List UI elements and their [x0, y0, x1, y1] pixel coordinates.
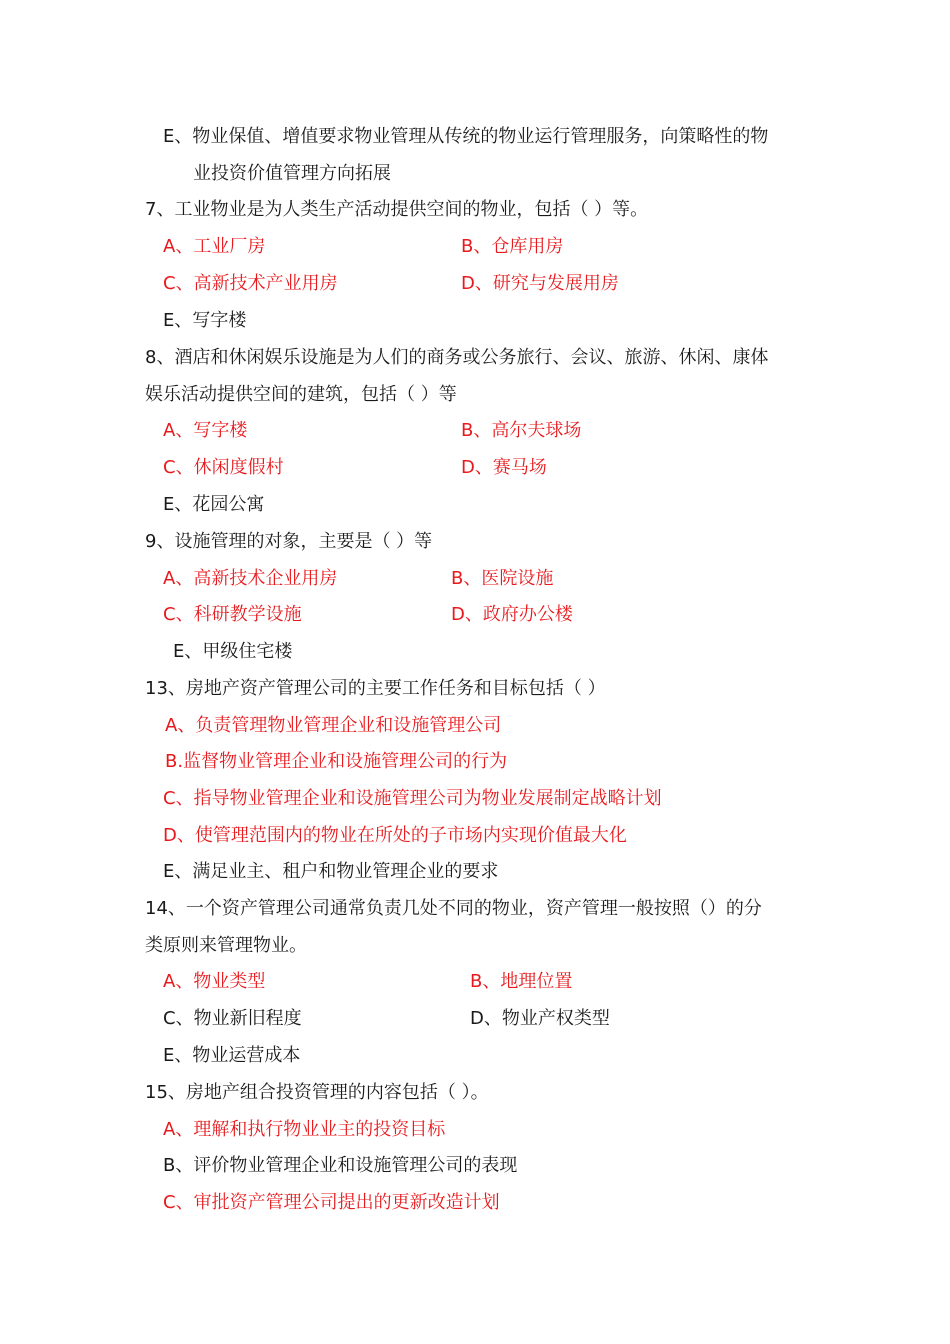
q7-option-e: E、写字楼 — [163, 310, 247, 331]
question-14-line1: 14、一个资产管理公司通常负责几处不同的物业，资产管理一般按照（）的分 — [145, 898, 762, 919]
q8-option-d: D、赛马场 — [461, 457, 547, 478]
q7-option-a: A、工业厂房 — [163, 236, 266, 257]
q14-option-e: E、物业运营成本 — [163, 1045, 301, 1066]
q15-option-c: C、审批资产管理公司提出的更新改造计划 — [163, 1192, 500, 1213]
q9-option-b: B、医院设施 — [451, 568, 554, 589]
prev-question-option-e-line1: E、物业保值、增值要求物业管理从传统的物业运行管理服务，向策略性的物 — [163, 126, 769, 147]
prev-question-option-e-line2: 业投资价值管理方向拓展 — [193, 163, 391, 184]
q13-option-e: E、满足业主、租户和物业管理企业的要求 — [163, 861, 499, 882]
q14-option-d: D、物业产权类型 — [470, 1008, 610, 1029]
q8-option-e: E、花园公寓 — [163, 494, 265, 515]
q14-option-c: C、物业新旧程度 — [163, 1008, 302, 1029]
q7-option-c: C、高新技术产业用房 — [163, 273, 338, 294]
q14-option-a: A、物业类型 — [163, 971, 266, 992]
question-7: 7、工业物业是为人类生产活动提供空间的物业，包括（ ）等。 — [145, 199, 649, 220]
q9-option-e: E、甲级住宅楼 — [173, 641, 293, 662]
q13-option-d: D、使管理范围内的物业在所处的子市场内实现价值最大化 — [163, 825, 627, 846]
q9-option-c: C、科研教学设施 — [163, 604, 302, 625]
q15-option-a: A、理解和执行物业业主的投资目标 — [163, 1119, 446, 1140]
q7-option-b: B、仓库用房 — [461, 236, 564, 257]
q7-option-d: D、研究与发展用房 — [461, 273, 619, 294]
question-8-line2: 娱乐活动提供空间的建筑，包括（ ）等 — [145, 384, 457, 405]
q9-option-d: D、政府办公楼 — [451, 604, 573, 625]
q8-option-c: C、休闲度假村 — [163, 457, 284, 478]
question-9: 9、设施管理的对象，主要是（ ）等 — [145, 531, 433, 552]
q13-option-a: A、负责管理物业管理企业和设施管理公司 — [165, 715, 502, 736]
question-13: 13、房地产资产管理公司的主要工作任务和目标包括（ ） — [145, 678, 606, 699]
q9-option-a: A、高新技术企业用房 — [163, 568, 338, 589]
question-8-line1: 8、酒店和休闲娱乐设施是为人们的商务或公务旅行、会议、旅游、休闲、康体 — [145, 347, 769, 368]
question-14-line2: 类原则来管理物业。 — [145, 935, 307, 956]
q13-option-c: C、指导物业管理企业和设施管理公司为物业发展制定战略计划 — [163, 788, 662, 809]
q15-option-b: B、评价物业管理企业和设施管理公司的表现 — [163, 1155, 518, 1176]
question-15: 15、房地产组合投资管理的内容包括（ ）。 — [145, 1082, 489, 1103]
q8-option-b: B、高尔夫球场 — [461, 420, 582, 441]
q14-option-b: B、地理位置 — [470, 971, 573, 992]
q13-option-b: B.监督物业管理企业和设施管理公司的行为 — [165, 751, 508, 772]
q8-option-a: A、写字楼 — [163, 420, 248, 441]
